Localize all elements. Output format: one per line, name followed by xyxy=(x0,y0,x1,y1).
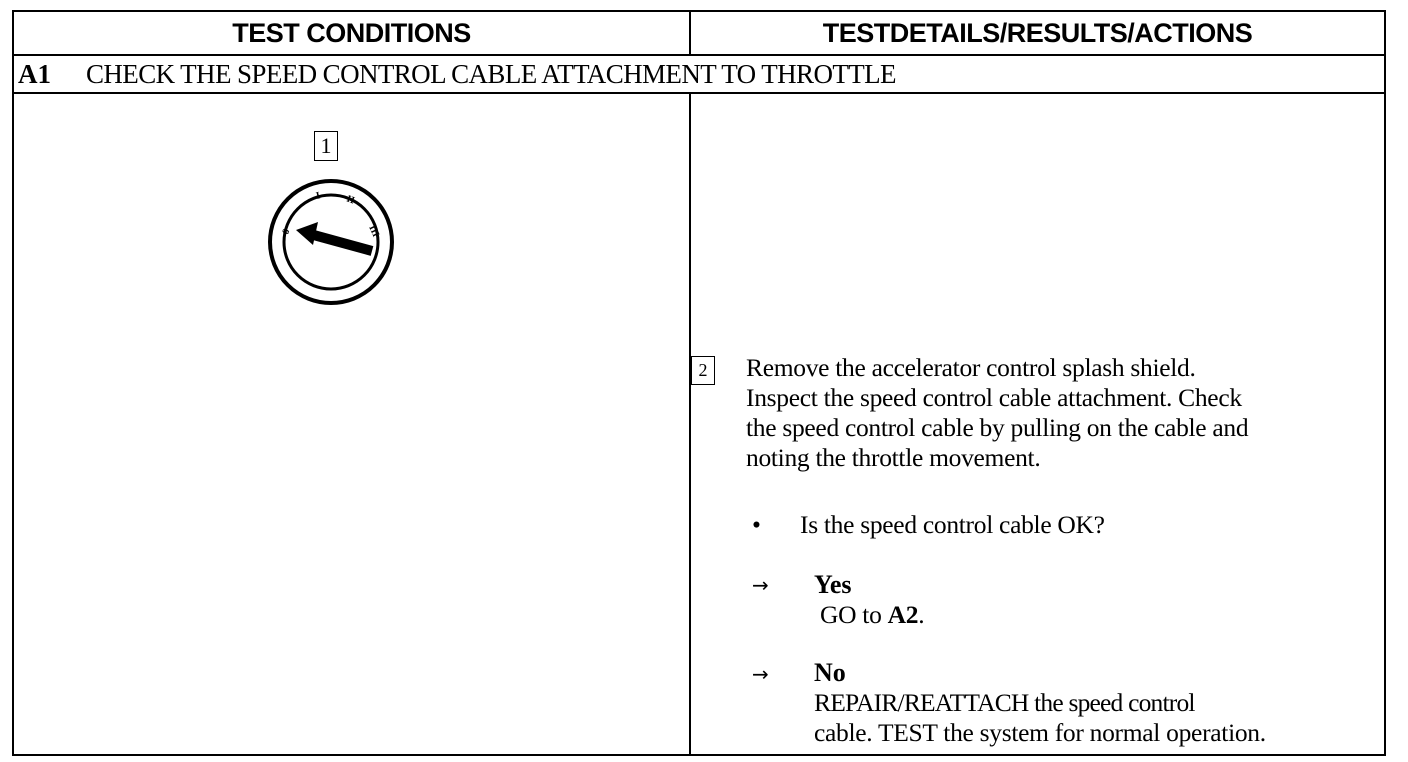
no-action-line: cable. TEST the system for normal operation. xyxy=(814,718,1266,747)
no-action-line: REPAIR/REATTACH the speed control xyxy=(814,688,1195,717)
callout-box-1: 1 xyxy=(314,131,338,161)
callout-box-2: 2 xyxy=(691,356,715,385)
instruction-line: Remove the accelerator control splash shield. xyxy=(746,353,1196,382)
arrow-right-icon: → xyxy=(752,573,769,597)
bullet-icon: • xyxy=(752,510,761,539)
answer-no-action xyxy=(814,688,1374,748)
answer-yes-label: Yes xyxy=(814,570,852,599)
step-title: CHECK THE SPEED CONTROL CABLE ATTACHMENT TO THROTTLE xyxy=(86,58,896,89)
yes-action-prefix: GO to xyxy=(820,600,888,629)
dial-label-1: I xyxy=(314,190,322,202)
yes-action-suffix: . xyxy=(918,600,925,629)
header-test-details: TESTDETAILS/RESULTS/ACTIONS xyxy=(822,17,1253,48)
table-header-row xyxy=(14,12,1384,56)
question-item xyxy=(752,510,1105,540)
answer-yes-action xyxy=(820,600,924,630)
ignition-switch-dial-icon xyxy=(266,177,396,307)
step-id: A1 xyxy=(18,58,51,89)
question-text: Is the speed control cable OK? xyxy=(800,510,1105,539)
instruction-line: Inspect the speed control cable attachment. Check xyxy=(746,383,1242,412)
header-test-conditions: TEST CONDITIONS xyxy=(232,17,471,48)
step-title-row xyxy=(14,56,1384,94)
dial-label-2: II xyxy=(344,193,357,207)
dial-pointer-arrow xyxy=(296,222,372,251)
instruction-line: noting the throttle movement. xyxy=(746,443,1041,472)
dial-label-3: III xyxy=(366,223,382,239)
instruction-text xyxy=(746,353,1376,473)
step-reference-link: A2 xyxy=(887,600,919,629)
instruction-line: the speed control cable by pulling on the cable and xyxy=(746,413,1249,442)
column-divider xyxy=(689,94,691,756)
dial-label-off: 0 xyxy=(280,227,293,237)
arrow-right-icon: → xyxy=(752,662,769,686)
answer-no-label: No xyxy=(814,658,846,687)
